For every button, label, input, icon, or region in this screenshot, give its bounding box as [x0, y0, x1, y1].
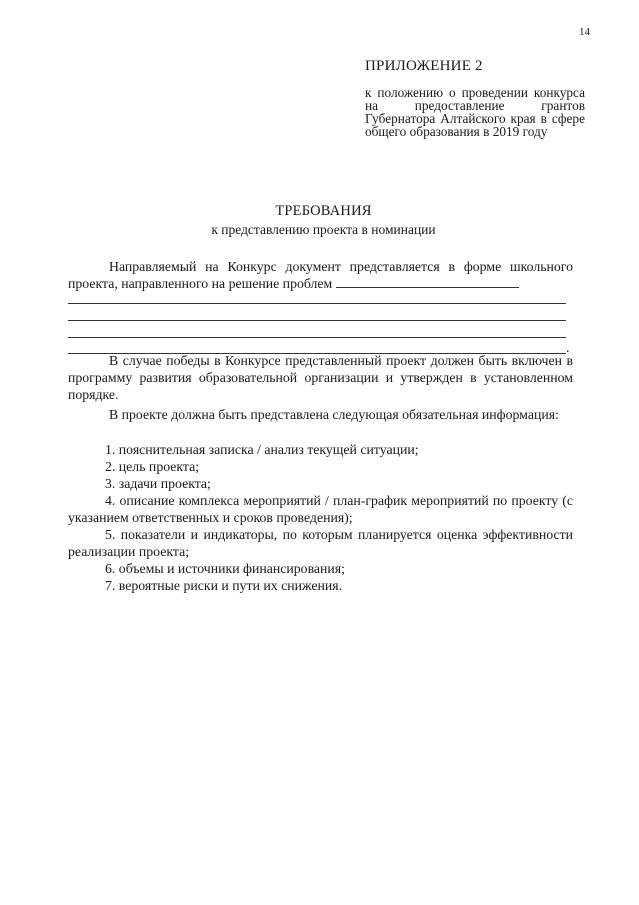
fill-in-line: [68, 320, 566, 321]
win-paragraph: [68, 352, 573, 403]
list-item: 1. пояснительная записка / анализ текущей ситуации;: [105, 442, 419, 457]
appendix-title: ПРИЛОЖЕНИЕ 2: [365, 58, 483, 74]
list-item: 4. описание комплекса мероприятий / план-график мероприятий по проекту (с указанием ответственных и сроков проведения);: [68, 493, 573, 525]
fill-in-blank: [336, 277, 519, 288]
info-paragraph: [68, 406, 573, 423]
info-text: В проекте должна быть представлена следующая обязательная информация:: [109, 407, 559, 422]
list-item: 3. задачи проекта;: [105, 476, 211, 491]
fill-in-line: [68, 337, 566, 338]
intro-paragraph: [68, 258, 573, 292]
appendix-block: [365, 58, 585, 138]
document-subtitle: к представлению проекта в номинации: [211, 222, 436, 237]
page-number: 14: [579, 26, 590, 38]
list-item: 6. объемы и источники финансирования;: [105, 561, 345, 576]
win-text: В случае победы в Конкурсе представленный проект должен быть включен в программу развития образовательной организации и утвержден в установленном порядке.: [68, 353, 573, 402]
document-title: ТРЕБОВАНИЯ: [275, 203, 372, 219]
end-mark: .: [566, 340, 570, 355]
appendix-subtitle: к положению о проведении конкурса на предоставление грантов Губернатора Алтайского края в сфере общего образования в 2019 году: [365, 85, 585, 139]
list-item: 2. цель проекта;: [105, 459, 200, 474]
requirements-list: [68, 441, 573, 594]
fill-in-line: [68, 303, 566, 304]
list-item: 7. вероятные риски и пути их снижения.: [105, 578, 343, 593]
list-item: 5. показатели и индикаторы, по которым планируется оценка эффективности реализации проекта;: [68, 527, 573, 559]
intro-text: Направляемый на Конкурс документ представляется в форме школьного проекта, направленного на решение проблем: [68, 259, 573, 291]
